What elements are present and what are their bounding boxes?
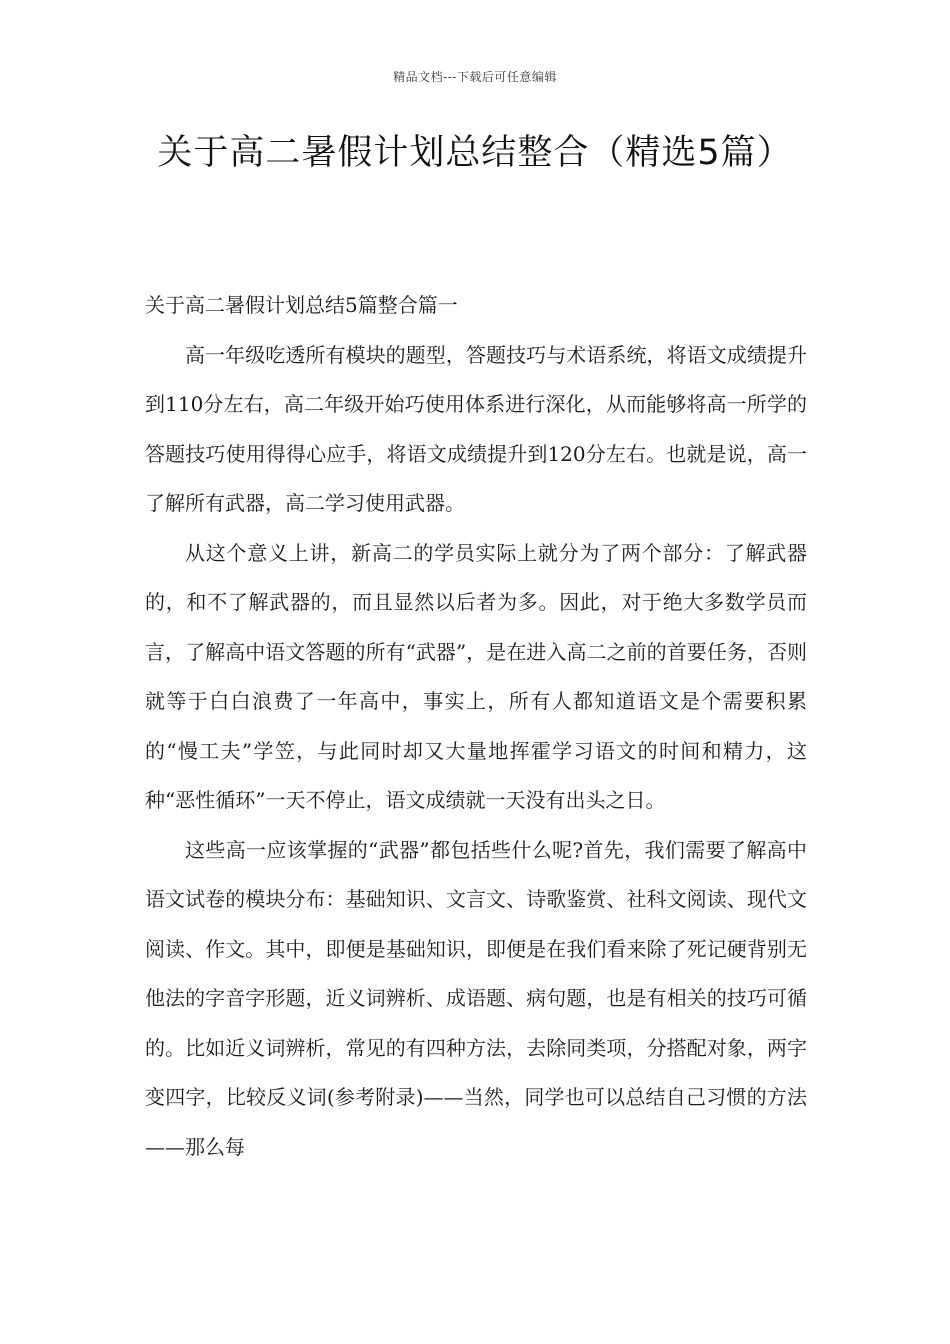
page-header-note: 精品文档---下载后可任意编辑	[393, 70, 557, 84]
section-heading: 关于高二暑假计划总结5篇整合篇一	[145, 293, 458, 317]
document-title: 关于高二暑假计划总结整合（精选5篇）	[157, 133, 793, 173]
paragraph: 这些高一应该掌握的“武器”都包括些什么呢?首先，我们需要了解高中语文试卷的模块分布：基础知识、文言文、诗歌鉴赏、社科文阅读、现代文阅读、作文。其中，即便是基础知识，即便是在我们看来除了死记硬背别无他法的字音字形题，近义词辨析、成语题、病句题，也是有相关的技巧可循的。比如近义词辨析，常见的有四种方法，去除同类项，分搭配对象，两字变四字，比较反义词(参考附录)——当然，同学也可以总结自己习惯的方法——那么每	[145, 837, 807, 1159]
paragraph: 高一年级吃透所有模块的题型，答题技巧与术语系统，将语文成绩提升到110分左右，高二年级开始巧使用体系进行深化，从而能够将高一所学的答题技巧使用得得心应手，将语文成绩提升到120分左右。也就是说，高一了解所有武器，高二学习使用武器。	[145, 342, 807, 515]
document-body	[145, 281, 807, 1172]
paragraph: 从这个意义上讲，新高二的学员实际上就分为了两个部分：了解武器的，和不了解武器的，而且显然以后者为多。因此，对于绝大多数学员而言，了解高中语文答题的所有“武器”，是在进入高二之前的首要任务，否则就等于白白浪费了一年高中，事实上，所有人都知道语文是个需要积累的“慢工夫”学笠，与此同时却又大量地挥霍学习语文的时间和精力，这种“恶性循环”一天不停止，语文成绩就一天没有出头之日。	[145, 540, 807, 812]
